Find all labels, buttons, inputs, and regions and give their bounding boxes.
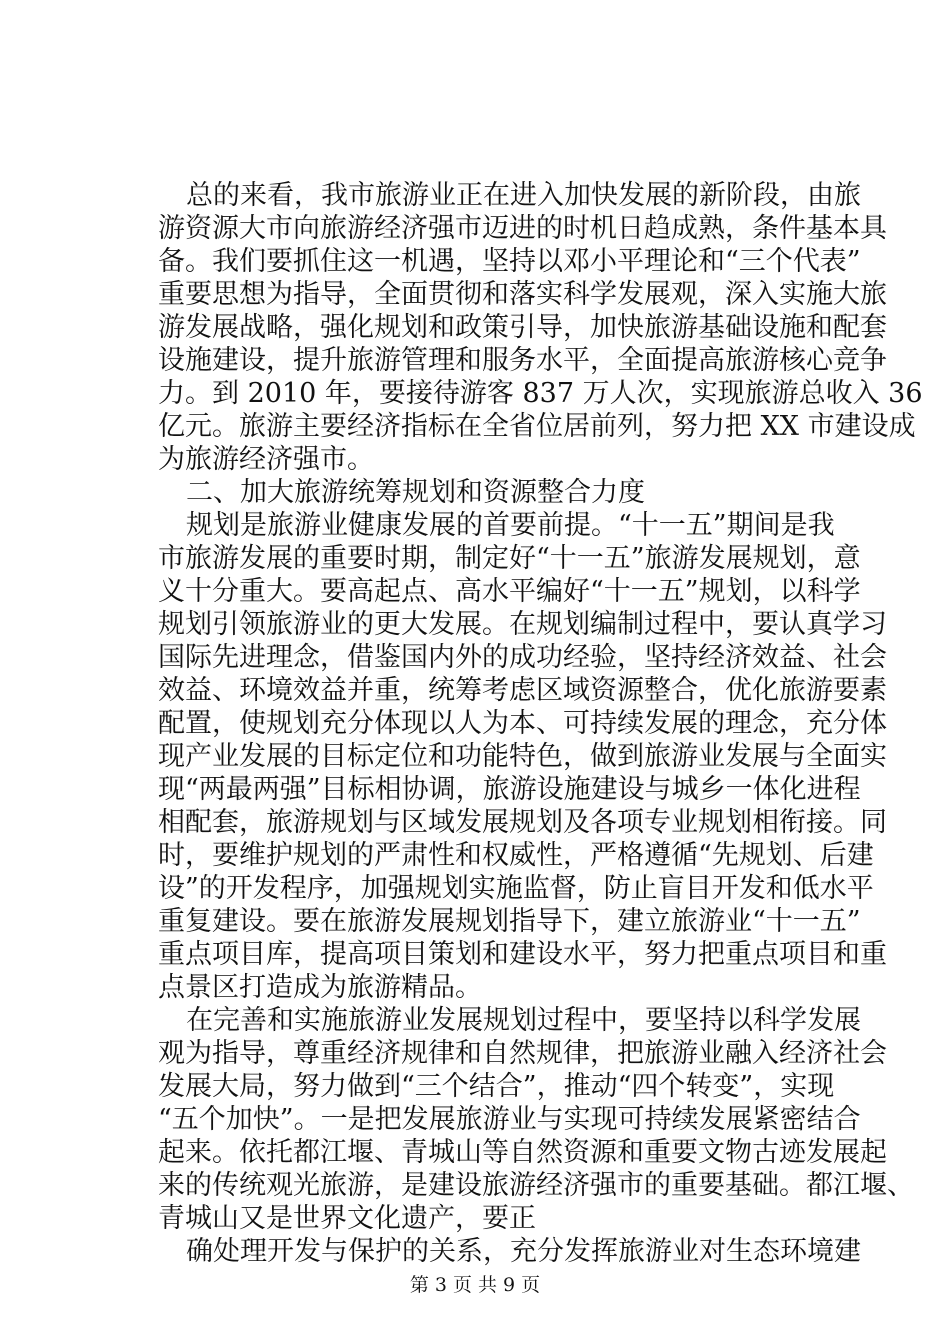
text-line: 规划引领旅游业的更大发展。在规划编制过程中，要认真学习 xyxy=(158,609,887,640)
text-line: 起来。依托都江堰、青城山等自然资源和重要文物古迹发展起 xyxy=(158,1137,887,1168)
text-line: 相配套，旅游规划与区域发展规划及各项专业规划相衔接。同 xyxy=(158,807,887,838)
page-number-footer: 第 3 页 共 9 页 xyxy=(409,1274,541,1296)
text-line: 游发展战略，强化规划和政策引导，加快旅游基础设施和配套 xyxy=(158,312,887,343)
text-line: 在完善和实施旅游业发展规划过程中，要坚持以科学发展 xyxy=(186,1005,861,1036)
section-heading: 二、加大旅游统筹规划和资源整合力度 xyxy=(186,477,645,508)
text-line: 重复建设。要在旅游发展规划指导下，建立旅游业“十一五” xyxy=(158,906,861,937)
text-line: 点景区打造成为旅游精品。 xyxy=(158,972,482,1003)
text-line: 配置，使规划充分体现以人为本、可持续发展的理念，充分体 xyxy=(158,708,887,739)
text-line: 设”的开发程序，加强规划实施监督，防止盲目开发和低水平 xyxy=(158,873,874,904)
text-line: 国际先进理念，借鉴国内外的成功经验，坚持经济效益、社会 xyxy=(158,642,887,673)
text-line: 现产业发展的目标定位和功能特色，做到旅游业发展与全面实 xyxy=(158,741,887,772)
text-line: “五个加快”。一是把发展旅游业与实现可持续发展紧密结合 xyxy=(158,1104,861,1135)
text-line: 市旅游发展的重要时期，制定好“十一五”旅游发展规划，意 xyxy=(158,543,861,574)
text-line: 现“两最两强”目标相协调，旅游设施建设与城乡一体化进程 xyxy=(158,774,861,805)
text-line: 时，要维护规划的严肃性和权威性，严格遵循“先规划、后建 xyxy=(158,840,874,871)
text-line: 确处理开发与保护的关系，充分发挥旅游业对生态环境建 xyxy=(186,1236,861,1267)
text-line: 观为指导，尊重经济规律和自然规律，把旅游业融入经济社会 xyxy=(158,1038,887,1069)
text-line: 为旅游经济强市。 xyxy=(158,444,374,475)
text-line: 发展大局，努力做到“三个结合”，推动“四个转变”，实现 xyxy=(158,1071,835,1102)
text-line: 效益、环境效益并重，统筹考虑区域资源整合，优化旅游要素 xyxy=(158,675,887,706)
text-line: 力。到 2010 年，要接待游客 837 万人次，实现旅游总收入 36 xyxy=(158,378,923,409)
text-line: 设施建设，提升旅游管理和服务水平，全面提高旅游核心竞争 xyxy=(158,345,887,376)
text-line: 青城山又是世界文化遗产，要正 xyxy=(158,1203,536,1234)
text-line: 游资源大市向旅游经济强市迈进的时机日趋成熟，条件基本具 xyxy=(158,213,887,244)
text-line: 总的来看，我市旅游业正在进入加快发展的新阶段，由旅 xyxy=(186,180,861,211)
text-line: 义十分重大。要高起点、高水平编好“十一五”规划，以科学 xyxy=(158,576,861,607)
text-line: 重要思想为指导，全面贯彻和落实科学发展观，深入实施大旅 xyxy=(158,279,887,310)
text-line: 备。我们要抓住这一机遇，坚持以邓小平理论和“三个代表” xyxy=(158,246,861,277)
text-line: 亿元。旅游主要经济指标在全省位居前列，努力把 XX 市建设成 xyxy=(158,411,916,442)
text-line: 来的传统观光旅游，是建设旅游经济强市的重要基础。都江堰、 xyxy=(158,1170,914,1201)
text-line: 重点项目库，提高项目策划和建设水平，努力把重点项目和重 xyxy=(158,939,887,970)
text-line: 规划是旅游业健康发展的首要前提。“十一五”期间是我 xyxy=(186,510,835,541)
